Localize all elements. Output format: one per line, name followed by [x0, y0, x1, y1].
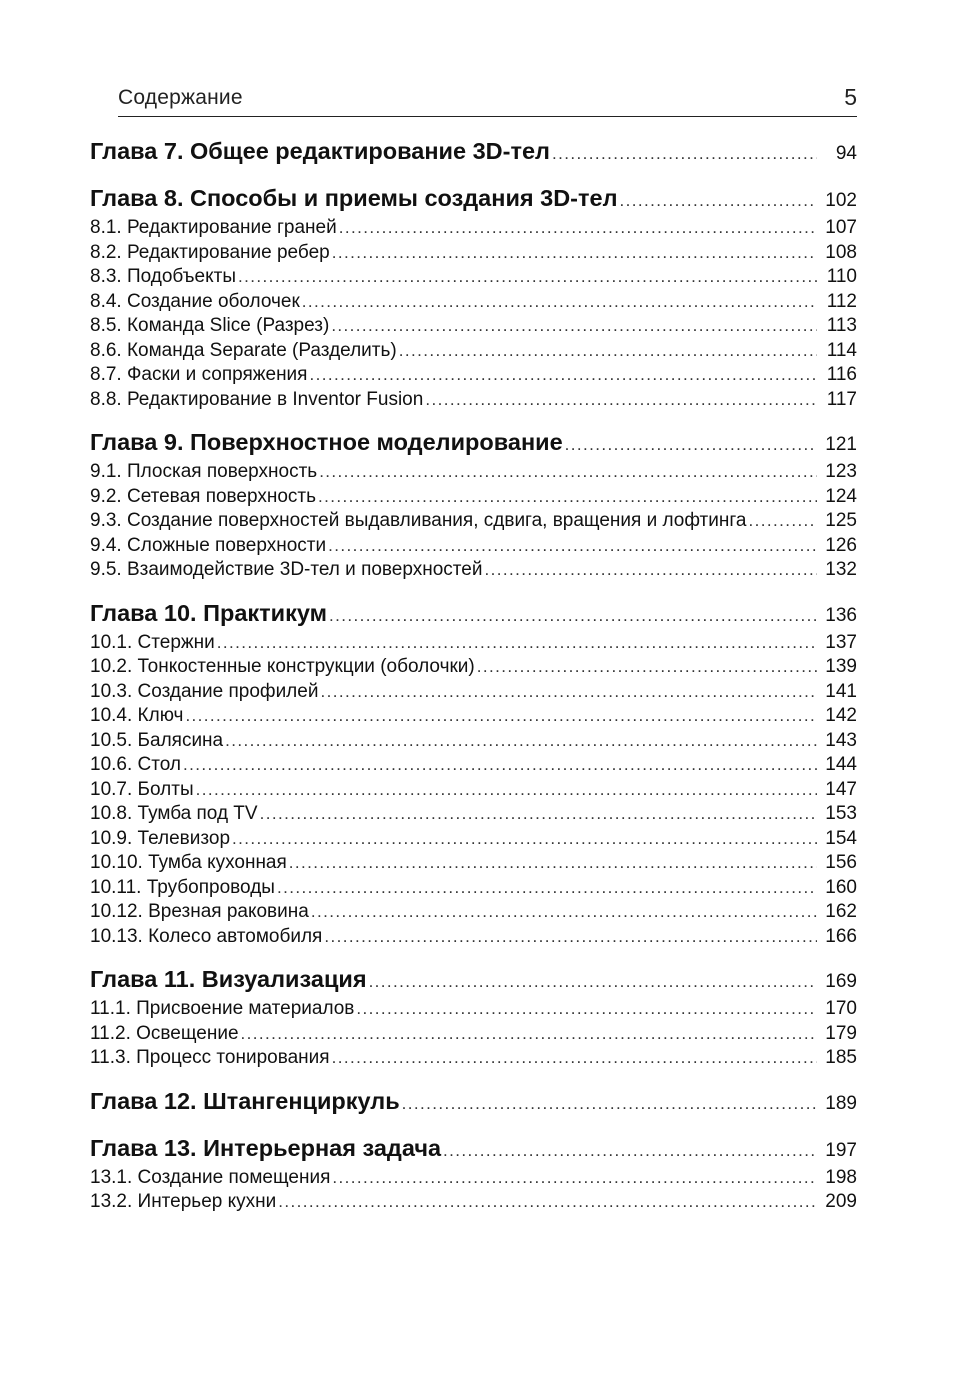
- section-title: 8.4. Создание оболочек: [90, 290, 300, 312]
- section-title: 8.1. Редактирование граней: [90, 217, 337, 238]
- chapter-title: Глава 8. Способы и приемы создания 3D-тел: [90, 185, 618, 211]
- toc-page-number: 126: [825, 534, 857, 556]
- toc-page-number: 142: [825, 705, 857, 726]
- toc-section-entry: [90, 1047, 857, 1072]
- toc-section-entry: [90, 730, 857, 755]
- dot-leader: [332, 1168, 817, 1188]
- dot-leader: [320, 682, 817, 702]
- toc-section-entry: [90, 926, 857, 951]
- toc-page-number: 113: [826, 315, 857, 336]
- toc-chapter-entry: [90, 1088, 857, 1119]
- toc-chapter-entry: [90, 138, 857, 169]
- dot-leader: [477, 657, 817, 677]
- toc-page-number: 160: [825, 876, 857, 898]
- section-title: 10.11. Трубопроводы: [90, 876, 275, 898]
- toc-section-entry: [90, 535, 857, 560]
- chapter-title: Глава 10. Практикум: [90, 599, 328, 626]
- toc-page-number: 117: [826, 388, 857, 410]
- page-number: 5: [844, 84, 857, 110]
- toc-page-number: 141: [825, 680, 857, 702]
- dot-leader: [232, 829, 817, 849]
- section-title: 8.6. Команда Separate (Разделить): [90, 339, 397, 361]
- chapter-title: Глава 12. Штангенциркуль: [90, 1087, 400, 1114]
- book-page: [90, 0, 857, 1388]
- toc-page-number: 125: [825, 510, 857, 531]
- section-title: 10.5. Балясина: [90, 729, 224, 751]
- toc-page-number: 144: [825, 754, 857, 775]
- dot-leader: [185, 706, 817, 726]
- dot-leader: [356, 999, 817, 1019]
- toc-section-entry: [90, 242, 857, 267]
- toc-page-number: 166: [825, 925, 857, 947]
- section-title: 9.2. Сетевая поверхность: [90, 485, 317, 507]
- section-title: 10.2. Тонкостенные конструкции (оболочки): [90, 656, 475, 677]
- dot-leader: [260, 804, 817, 824]
- table-of-contents: [90, 138, 857, 1216]
- section-title: 10.13. Колесо автомобиля: [90, 925, 323, 947]
- dot-leader: [319, 462, 817, 482]
- dot-leader: [552, 144, 817, 164]
- dot-leader: [324, 927, 817, 947]
- dot-leader: [425, 390, 817, 410]
- toc-page-number: 170: [825, 998, 857, 1019]
- toc-page-number: 185: [825, 1047, 857, 1068]
- section-title: 10.10. Тумба кухонная: [90, 852, 287, 873]
- section-title: 8.7. Фаски и сопряжения: [90, 364, 308, 385]
- dot-leader: [196, 780, 817, 800]
- section-title: 8.2. Редактирование ребер: [90, 241, 330, 263]
- toc-page-number: 112: [826, 290, 857, 312]
- dot-leader: [748, 511, 817, 531]
- dot-leader: [339, 218, 817, 238]
- toc-section-entry: [90, 877, 857, 902]
- dot-leader: [289, 853, 817, 873]
- toc-section-entry: [90, 901, 857, 926]
- toc-section-entry: [90, 461, 857, 486]
- toc-section-entry: [90, 1167, 857, 1192]
- toc-page-number: 189: [825, 1092, 857, 1114]
- toc-page-number: 124: [825, 485, 857, 507]
- section-title: 11.3. Процесс тонирования: [90, 1047, 330, 1068]
- toc-page-number: 116: [826, 364, 857, 385]
- chapter-title: Глава 7. Общее редактирование 3D-тел: [90, 138, 550, 164]
- section-title: 8.3. Подобъекты: [90, 266, 237, 287]
- toc-section-entry: [90, 998, 857, 1023]
- toc-section-entry: [90, 340, 857, 365]
- section-title: 10.3. Создание профилей: [90, 680, 319, 702]
- dot-leader: [484, 560, 817, 580]
- toc-section-entry: [90, 1191, 857, 1216]
- section-title: 10.12. Врезная раковина: [90, 901, 309, 922]
- section-title: 11.1. Присвоение материалов: [90, 998, 355, 1019]
- toc-page-number: 107: [825, 217, 857, 238]
- toc-section-entry: [90, 291, 857, 316]
- toc-section-entry: [90, 632, 857, 657]
- toc-page-number: 169: [825, 971, 857, 992]
- running-header: [118, 86, 857, 117]
- dot-leader: [241, 1024, 817, 1044]
- dot-leader: [402, 1094, 817, 1114]
- toc-page-number: 209: [825, 1191, 857, 1212]
- section-title: 10.1. Стержни: [90, 631, 215, 653]
- toc-page-number: 197: [825, 1139, 857, 1161]
- chapter-title: Глава 11. Визуализация: [90, 966, 367, 992]
- toc-section-entry: [90, 779, 857, 804]
- dot-leader: [238, 267, 817, 287]
- toc-section-entry: [90, 852, 857, 877]
- dot-leader: [328, 536, 817, 556]
- toc-page-number: 198: [825, 1166, 857, 1188]
- dot-leader: [225, 731, 817, 751]
- section-title: 10.4. Ключ: [90, 705, 184, 726]
- toc-page-number: 156: [825, 852, 857, 873]
- chapter-title: Глава 9. Поверхностное моделирование: [90, 429, 563, 455]
- toc-section-entry: [90, 681, 857, 706]
- toc-chapter-entry: [90, 966, 857, 997]
- toc-page-number: 94: [835, 143, 857, 164]
- toc-page-number: 102: [825, 190, 857, 211]
- section-title: 10.9. Телевизор: [90, 827, 231, 849]
- dot-leader: [332, 243, 817, 263]
- section-title: 9.5. Взаимодействие 3D-тел и поверхностей: [90, 559, 483, 580]
- toc-chapter-entry: [90, 600, 857, 631]
- toc-section-entry: [90, 389, 857, 414]
- toc-page-number: 143: [825, 729, 857, 751]
- toc-page-number: 154: [825, 827, 857, 849]
- toc-section-entry: [90, 1023, 857, 1048]
- toc-chapter-entry: [90, 185, 857, 216]
- dot-leader: [318, 487, 817, 507]
- section-title: 8.8. Редактирование в Inventor Fusion: [90, 388, 424, 410]
- dot-leader: [399, 341, 817, 361]
- toc-section-entry: [90, 559, 857, 584]
- dot-leader: [331, 316, 817, 336]
- toc-section-entry: [90, 510, 857, 535]
- section-title: 10.7. Болты: [90, 778, 194, 800]
- toc-page-number: 121: [825, 434, 857, 455]
- toc-page-number: 139: [825, 656, 857, 677]
- toc-section-entry: [90, 803, 857, 828]
- dot-leader: [302, 292, 817, 312]
- toc-page-number: 136: [825, 604, 857, 626]
- toc-section-entry: [90, 266, 857, 291]
- chapter-title: Глава 13. Интерьерная задача: [90, 1134, 442, 1161]
- dot-leader: [309, 365, 817, 385]
- section-title: 8.5. Команда Slice (Разрез): [90, 315, 330, 336]
- section-title: 13.1. Создание помещения: [90, 1166, 331, 1188]
- dot-leader: [369, 972, 817, 992]
- toc-page-number: 123: [825, 461, 857, 482]
- toc-page-number: 137: [825, 631, 857, 653]
- section-title: 11.2. Освещение: [90, 1022, 239, 1044]
- toc-page-number: 162: [825, 901, 857, 922]
- dot-leader: [183, 755, 817, 775]
- toc-page-number: 179: [825, 1022, 857, 1044]
- toc-chapter-entry: [90, 1135, 857, 1166]
- toc-page-number: 108: [825, 241, 857, 263]
- dot-leader: [217, 633, 817, 653]
- dot-leader: [620, 191, 817, 211]
- toc-section-entry: [90, 486, 857, 511]
- toc-section-entry: [90, 754, 857, 779]
- dot-leader: [311, 902, 817, 922]
- running-header-title: Содержание: [118, 86, 243, 109]
- toc-page-number: 110: [826, 266, 857, 287]
- section-title: 10.6. Стол: [90, 754, 181, 775]
- dot-leader: [278, 1192, 817, 1212]
- dot-leader: [329, 606, 817, 626]
- toc-page-number: 114: [826, 339, 857, 361]
- toc-page-number: 132: [825, 559, 857, 580]
- dot-leader: [332, 1048, 817, 1068]
- section-title: 9.4. Сложные поверхности: [90, 534, 327, 556]
- toc-chapter-entry: [90, 429, 857, 460]
- section-title: 10.8. Тумба под TV: [90, 803, 258, 824]
- dot-leader: [443, 1141, 817, 1161]
- section-title: 9.3. Создание поверхностей выдавливания, сдвига, вращения и лофтинга: [90, 510, 747, 531]
- toc-section-entry: [90, 364, 857, 389]
- toc-page-number: 153: [825, 803, 857, 824]
- section-title: 9.1. Плоская поверхность: [90, 461, 318, 482]
- toc-section-entry: [90, 705, 857, 730]
- toc-page-number: 147: [825, 778, 857, 800]
- dot-leader: [277, 878, 817, 898]
- section-title: 13.2. Интерьер кухни: [90, 1191, 277, 1212]
- toc-section-entry: [90, 315, 857, 340]
- dot-leader: [565, 435, 817, 455]
- toc-section-entry: [90, 828, 857, 853]
- toc-section-entry: [90, 217, 857, 242]
- toc-section-entry: [90, 656, 857, 681]
